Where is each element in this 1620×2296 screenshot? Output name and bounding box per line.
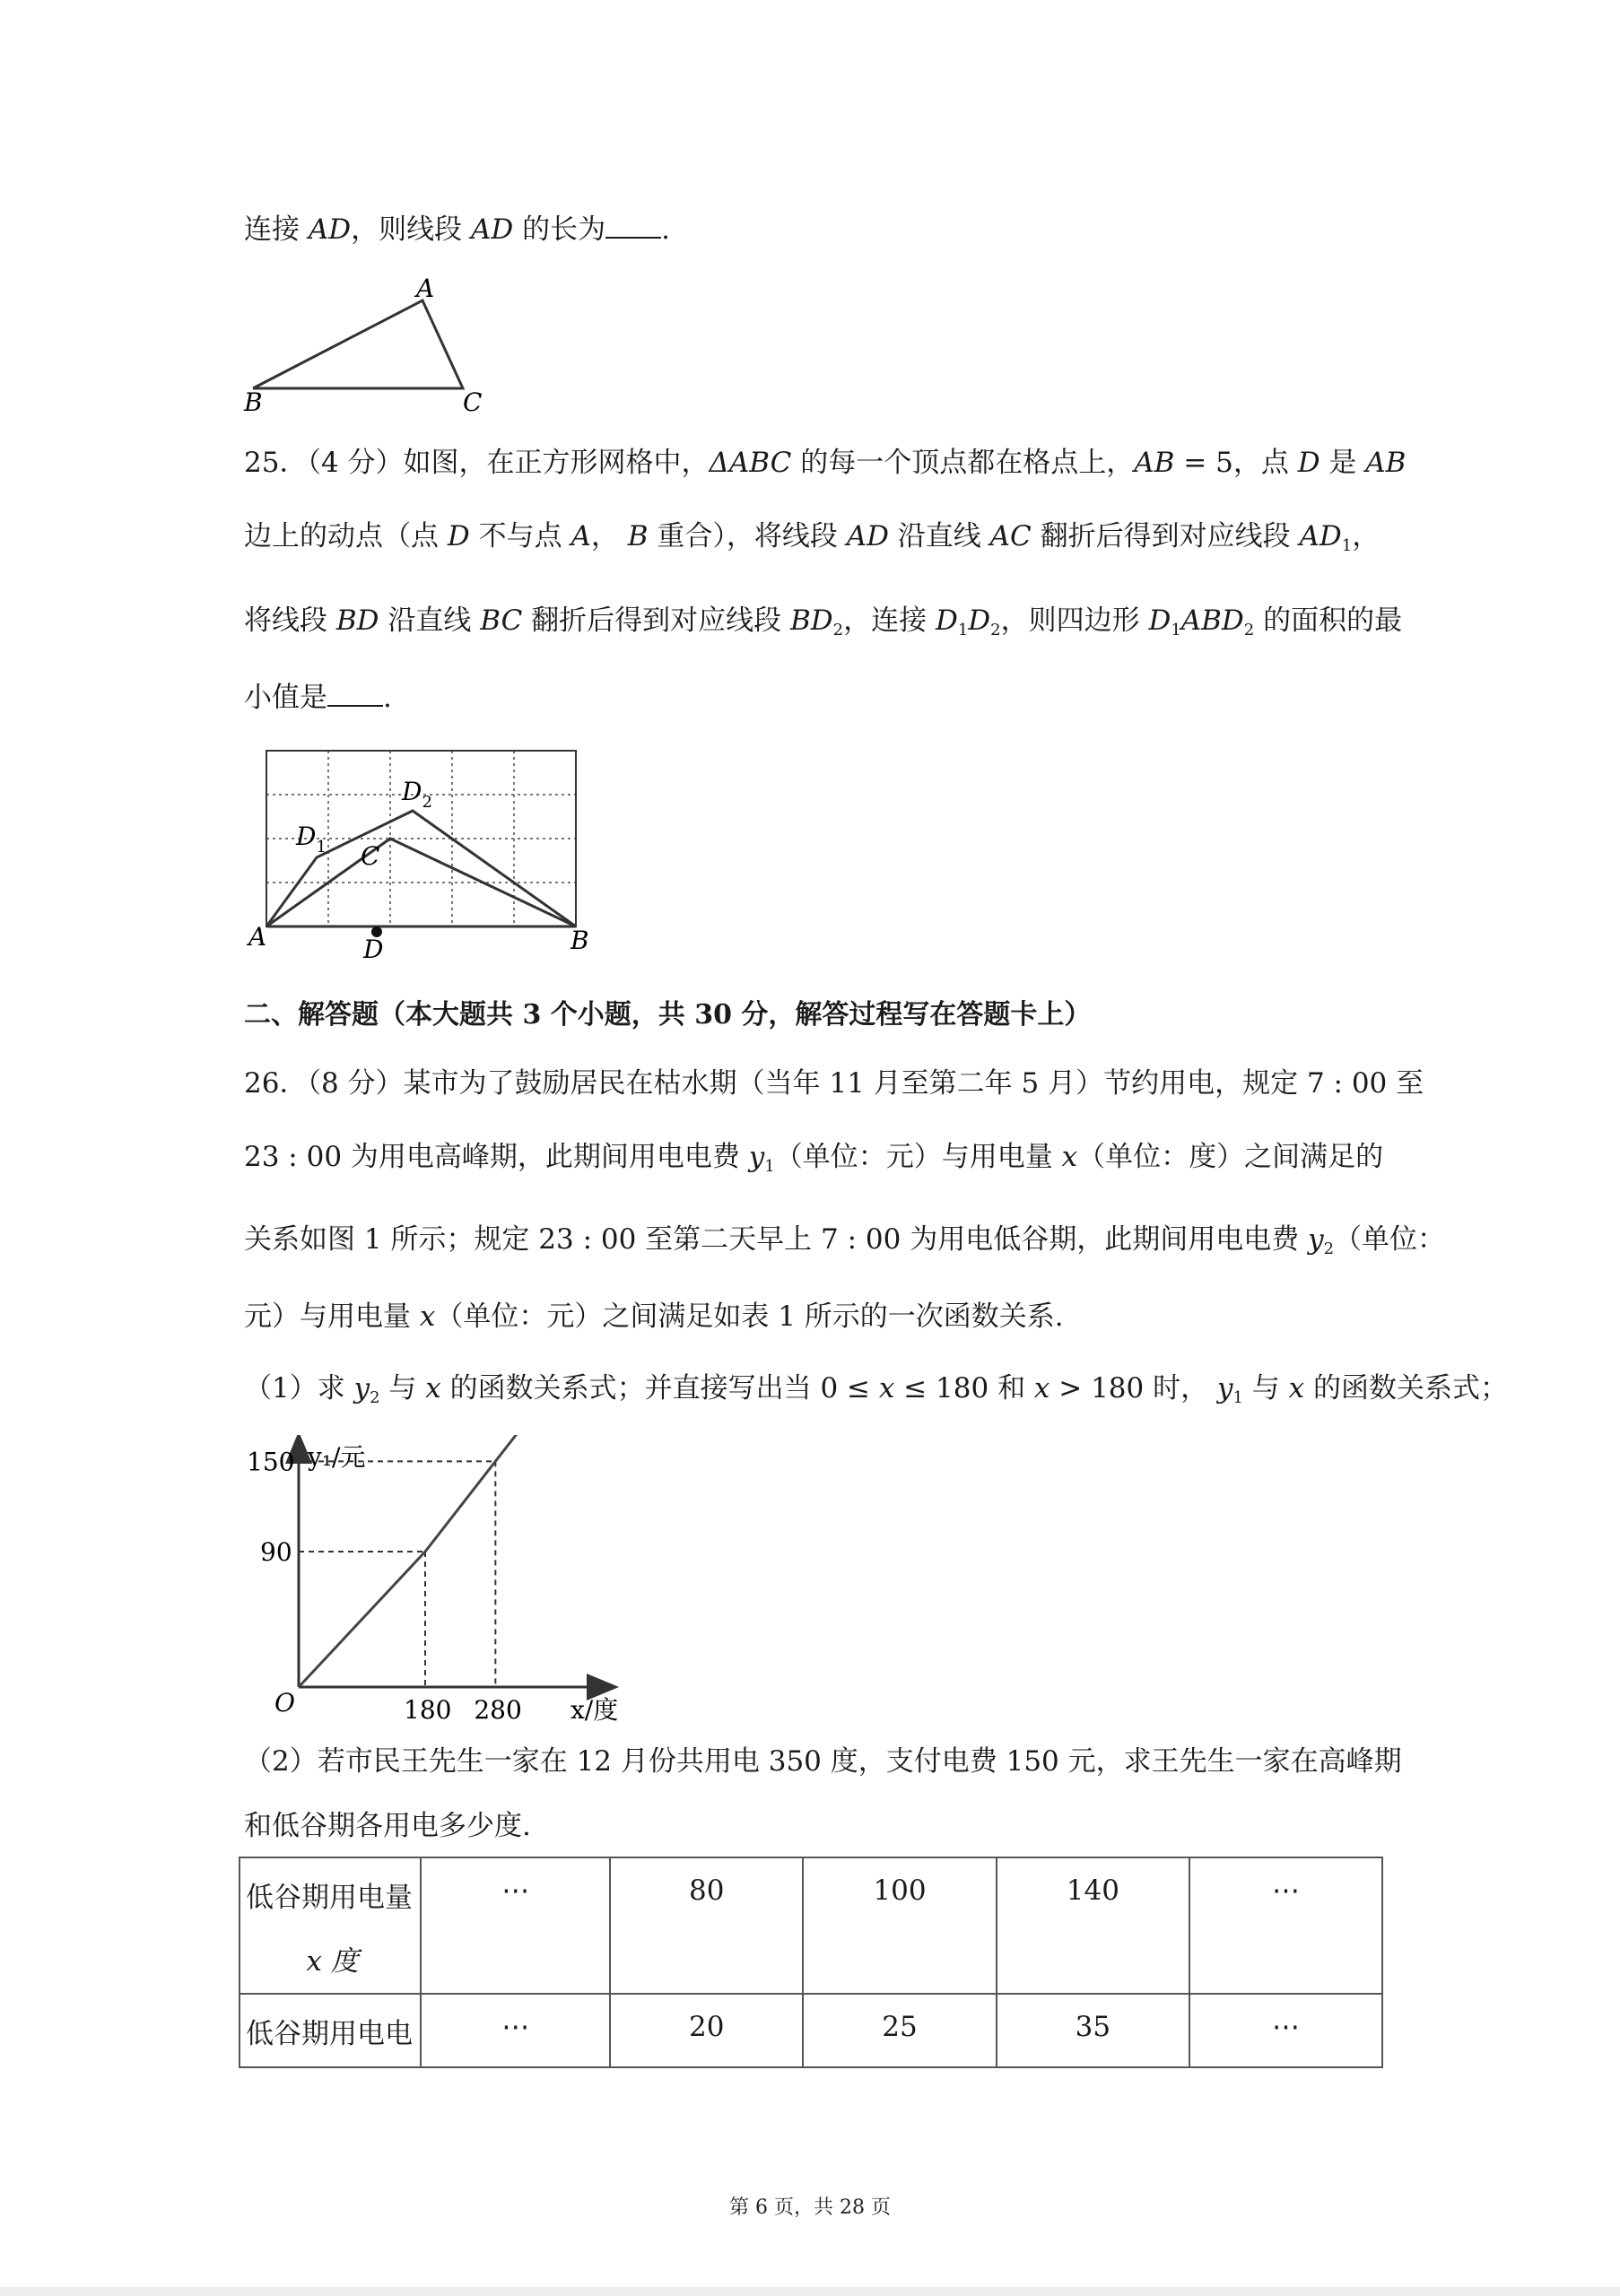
x-tick-label: 280: [474, 1695, 522, 1725]
grid-label-d2: $D_2$: [402, 777, 432, 812]
table-cell: 80: [610, 1857, 803, 1994]
table-row: [240, 1857, 1382, 1994]
y1-series-line: [299, 1435, 566, 1687]
table-cell: ⋯: [1189, 1994, 1382, 2067]
q24-text: 连接 AD，则线段 AD 的长为 .: [244, 213, 670, 246]
table-cell: ⋯: [421, 1994, 610, 2067]
y-axis-label: y₁/元: [308, 1442, 366, 1472]
vertex-c-label: C: [463, 387, 483, 417]
q26-part-2-line-1: （2）若市民王先生一家在 12 月份共用电 350 度，支付电费 150 元，求王先生一家在高峰期: [244, 1745, 1402, 1778]
grid-label-c: C: [361, 841, 380, 871]
table-cell: 100: [803, 1857, 996, 1994]
q26-line-4: 元）与用电量 x（单位：元）之间满足如表 1 所示的一次函数关系.: [244, 1300, 1064, 1333]
y-tick-label: 90: [260, 1537, 292, 1567]
answer-blank: [605, 215, 661, 239]
grid-figure: [242, 744, 592, 964]
q26-line-3: 关系如图 1 所示；规定 23 : 00 至第二天早上 7 : 00 为用电低谷期，此期间用电电费 $y_2$（单位：: [244, 1223, 1446, 1258]
table-cell: ⋯: [421, 1857, 610, 1994]
x-axis-label: x/度: [570, 1695, 619, 1725]
q25-line-4: 小值是 .: [244, 682, 392, 714]
table-cell: 20: [610, 1994, 803, 2067]
q26-part-1: （1）求 $y_2$ 与 x 的函数关系式；并直接写出当 0 ≤ x ≤ 180 和 x > 180 时， $y_1$ 与 x 的函数关系式；: [244, 1372, 1508, 1407]
q25-line-2: 边上的动点（点 D 不与点 A， B 重合），将线段 AD 沿直线 AC 翻折后得到对应线段 $AD_1$，: [244, 520, 1380, 555]
triangle-abc-figure: [240, 274, 510, 417]
q25-line-3: 将线段 BD 沿直线 BC 翻折后得到对应线段 $BD_2$，连接 $D_1D_2$，则四边形 $D_1ABD_2$ 的面积的最: [244, 604, 1403, 639]
electricity-cost-chart: [242, 1435, 637, 1731]
grid-label-b: B: [570, 926, 589, 955]
table-cell: 25: [803, 1994, 996, 2067]
table-cell: 35: [997, 1994, 1189, 2067]
bottom-bar: [0, 2287, 1620, 2296]
table-row-header: 低谷期用电电: [240, 1994, 421, 2067]
grid-label-a: A: [248, 922, 267, 952]
vertex-a-label: A: [416, 274, 435, 303]
y-tick-label: 150: [247, 1447, 295, 1477]
q25-line-1: 25．（4 分）如图，在正方形网格中，ΔABC 的每一个顶点都在格点上，AB = 5，点 D 是 AB: [244, 447, 1407, 479]
q26-line-2: 23 : 00 为用电高峰期，此期间用电电费 $y_1$（单位：元）与用电量 x（单位：度）之间满足的: [244, 1141, 1384, 1176]
table-row-header: 低谷期用电量 x 度: [240, 1857, 421, 1994]
q26-part-2-line-2: 和低谷期各用电多少度.: [244, 1810, 531, 1842]
low-valley-table: [239, 1857, 1383, 2068]
q26-line-1: 26．（8 分）某市为了鼓励居民在枯水期（当年 11 月至第二年 5 月）节约用电，规定 7 : 00 至: [244, 1067, 1424, 1100]
x-tick-label: 180: [404, 1695, 452, 1725]
table-row: [240, 1994, 1382, 2067]
table-cell: ⋯: [1189, 1857, 1382, 1994]
origin-label: O: [274, 1688, 295, 1718]
vertex-b-label: B: [244, 387, 263, 417]
grid-label-d1: $D_1$: [296, 822, 327, 857]
section-title: 二、解答题（本大题共 3 个小题，共 30 分，解答过程写在答题卡上）: [244, 999, 1092, 1031]
page-footer: 第 6 页，共 28 页: [729, 2196, 891, 2219]
grid-label-d: D: [363, 935, 384, 964]
answer-blank: [327, 683, 383, 707]
table-cell: 140: [997, 1857, 1189, 1994]
